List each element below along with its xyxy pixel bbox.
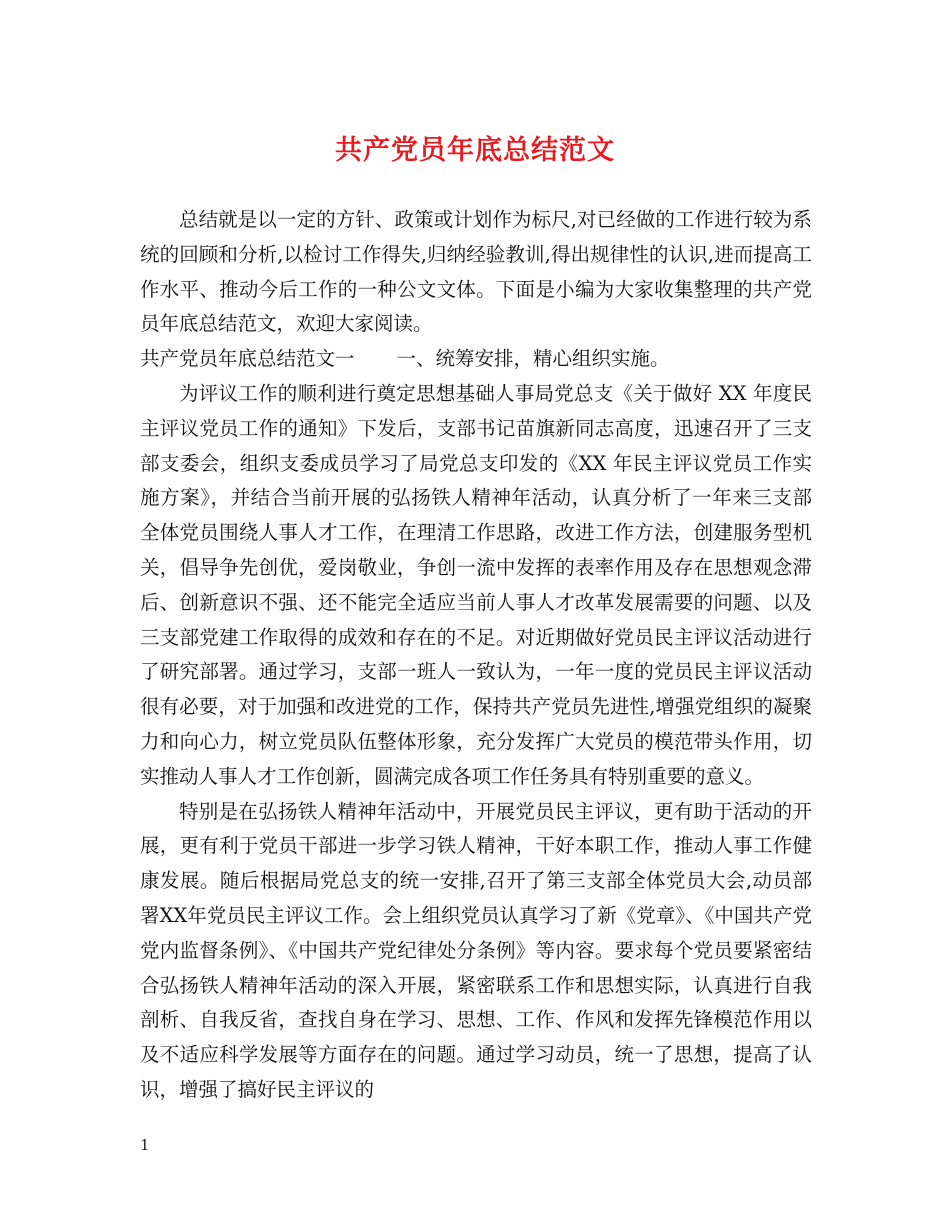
intro-paragraph: 总结就是以一定的方针、政策或计划作为标尺,对已经做的工作进行较为系统的回顾和分析,以检讨工作得失,归纳经验教训,得出规律性的认识,进而提高工作水平、推动今后工作的一种公文文体。下面是小编为大家收集整理的共产党员年底总结范文，欢迎大家阅读。 [140,208,812,336]
body-paragraph-1: 为评议工作的顺利进行奠定思想基础人事局党总支《关于做好 XX 年度民主评议党员工作的通知》下发后，支部书记苗旗新同志高度，迅速召开了三支部支委会，组织支委成员学习了局党总支印发的《XX 年民主评议党员工作实施方案》，并结合当前开展的弘扬铁人精神年活动，认真分析了一年来三支部全体党员围绕人事人才工作，在理清工作思路，改进工作方法，创建服务型机关，倡导争先创优，爱岗敬业，争创一流中发挥的表率作用及存在思想观念滞后、创新意识不强、还不能完全适应当前人事人才改革发展需要的问题、以及三支部党建工作取得的成效和存在的不足。对近期做好党员民主评议活动进行了研究部署。通过学习，支部一班人一致认为，一年一度的党员民主评议活动很有必要，对于加强和改进党的工作，保持共产党员先进性,增强党组织的凝聚力和向心力，树立党员队伍整体形象，充分发挥广大党员的模范带头作用，切实推动人事人才工作创新，圆满完成各项工作任务具有特别重要的意义。 [140,381,812,788]
section-heading-subtitle: 一、统筹安排，精心组织实施。 [396,347,670,371]
body-paragraph-2: 特别是在弘扬铁人精神年活动中，开展党员民主评议，更有助于活动的开展，更有利于党员干部进一步学习铁人精神，干好本职工作，推动人事工作健康发展。随后根据局党总支的统一安排,召开了第三支部全体党员大会,动员部署XX年党员民主评议工作。会上组织党员认真学习了新《党章》、《中国共产党党内监督条例》、《中国共产党纪律处分条例》等内容。要求每个党员要紧密结合弘扬铁人精神年活动的深入开展，紧密联系工作和思想实际，认真进行自我剖析、自我反省，查找自身在学习、思想、工作、作风和发挥先锋模范作用以及不适应科学发展等方面存在的问题。通过学习动员，统一了思想，提高了认识，增强了搞好民主评议的 [140,799,812,1101]
document-body [140,203,812,1108]
page-number: 1 [140,1136,150,1154]
document-title: 共产党员年底总结范文 [335,135,615,166]
section-heading-title: 共产党员年底总结范文一 [140,347,355,371]
section-heading [140,342,812,377]
